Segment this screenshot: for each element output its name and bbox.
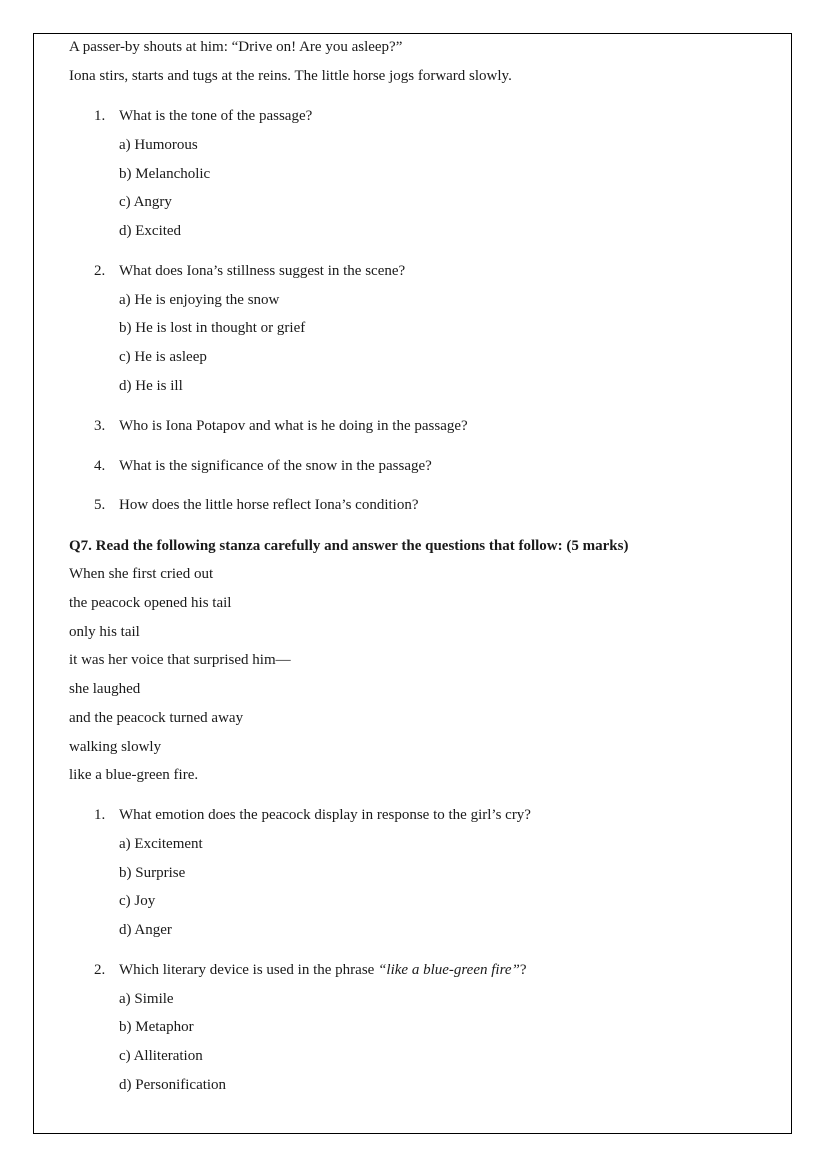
question-text: What is the significance of the snow in the passage? — [119, 458, 432, 474]
answer-option: d) Anger — [119, 922, 172, 938]
stanza-line: When she first cried out — [69, 566, 214, 582]
question-text-part: Which literary device is used in the phrase — [119, 962, 379, 978]
answer-option: c) Joy — [119, 893, 156, 909]
stanza-line: the peacock opened his tail — [69, 595, 232, 611]
question-number: 2. — [94, 962, 106, 978]
answer-option: a) He is enjoying the snow — [119, 292, 280, 308]
question-number: 5. — [94, 497, 106, 513]
stanza-line: and the peacock turned away — [69, 710, 244, 726]
answer-option: d) Excited — [119, 223, 182, 239]
stanza-line: she laughed — [69, 681, 141, 697]
question-number: 4. — [94, 458, 106, 474]
answer-option: d) Personification — [119, 1077, 227, 1093]
question-number: 2. — [94, 263, 106, 279]
question-text: What is the tone of the passage? — [119, 108, 313, 124]
question-number: 1. — [94, 108, 106, 124]
question-text-part: ? — [519, 962, 527, 978]
stanza-line: it was her voice that surprised him— — [69, 652, 291, 668]
answer-option: b) He is lost in thought or grief — [119, 320, 306, 336]
passage-line: A passer-by shouts at him: “Drive on! Are you asleep?” — [69, 39, 403, 55]
question-text: What does Iona’s stillness suggest in the scene? — [119, 263, 406, 279]
answer-option: a) Excitement — [119, 836, 203, 852]
question-text: How does the little horse reflect Iona’s condition? — [119, 497, 419, 513]
question-text — [119, 961, 527, 979]
answer-option: b) Melancholic — [119, 166, 211, 182]
answer-option: c) He is asleep — [119, 349, 207, 365]
stanza-line: like a blue-green fire. — [69, 767, 199, 783]
stanza-line: walking slowly — [69, 739, 162, 755]
question-text: Who is Iona Potapov and what is he doing in the passage? — [119, 418, 468, 434]
stanza-line: only his tail — [69, 624, 140, 640]
answer-option: c) Angry — [119, 194, 172, 210]
question-text: What emotion does the peacock display in response to the girl’s cry? — [119, 807, 531, 823]
answer-option: d) He is ill — [119, 378, 183, 394]
answer-option: b) Metaphor — [119, 1019, 194, 1035]
answer-option: a) Humorous — [119, 137, 198, 153]
answer-option: a) Simile — [119, 991, 174, 1007]
section-heading: Q7. Read the following stanza carefully and answer the questions that follow: (5 marks) — [69, 538, 629, 554]
quoted-phrase: “like a blue-green fire” — [378, 962, 520, 978]
question-number: 3. — [94, 418, 106, 434]
passage-line: Iona stirs, starts and tugs at the reins. The little horse jogs forward slowly. — [69, 68, 512, 84]
answer-option: b) Surprise — [119, 865, 186, 881]
answer-option: c) Alliteration — [119, 1048, 203, 1064]
question-number: 1. — [94, 807, 106, 823]
